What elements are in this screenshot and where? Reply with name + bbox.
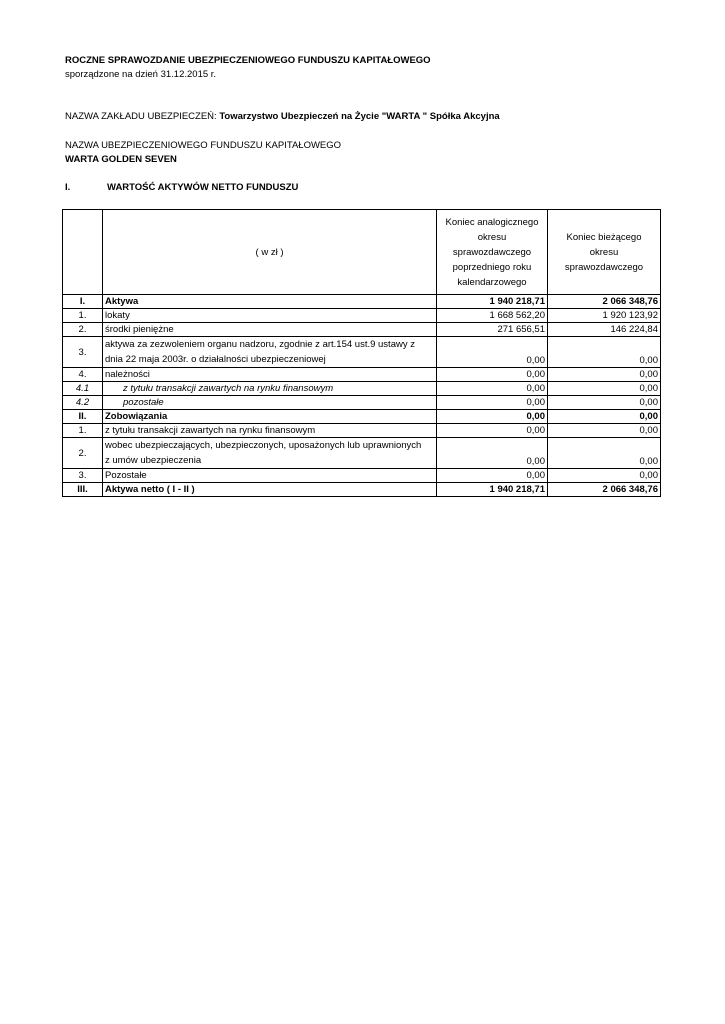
row-prev-value: 0,00	[437, 438, 548, 469]
table-row	[63, 483, 661, 497]
row-prev-value: 0,00	[437, 469, 548, 483]
row-curr-value: 0,00	[548, 382, 661, 396]
table-row	[63, 396, 661, 410]
row-label	[103, 438, 437, 469]
row-prev-value: 271 656,51	[437, 323, 548, 337]
report-date: sporządzone na dzień 31.12.2015 r.	[65, 69, 217, 80]
table-row	[63, 438, 661, 469]
col-prev-header: Koniec analogicznego okresu sprawozdawczego poprzedniego roku kalendarzowego	[437, 210, 548, 295]
row-prev-value: 1 940 218,71	[437, 295, 548, 309]
row-label	[103, 337, 437, 368]
row-curr-value: 0,00	[548, 438, 661, 469]
row-prev-value: 0,00	[437, 382, 548, 396]
row-curr-value: 0,00	[548, 337, 661, 368]
row-number: 4.2	[63, 396, 103, 410]
table-row	[63, 382, 661, 396]
table-row	[63, 469, 661, 483]
row-number: 4.1	[63, 382, 103, 396]
col-curr-header: Koniec bieżącego okresu sprawozdawczego	[548, 210, 661, 295]
row-curr-value: 2 066 348,76	[548, 483, 661, 497]
row-number: 3.	[63, 337, 103, 368]
row-curr-value: 0,00	[548, 424, 661, 438]
table-row	[63, 410, 661, 424]
row-curr-value: 0,00	[548, 469, 661, 483]
row-prev-value: 1 668 562,20	[437, 309, 548, 323]
net-assets-table	[62, 209, 661, 497]
row-curr-value: 2 066 348,76	[548, 295, 661, 309]
row-label: Zobowiązania	[103, 410, 437, 424]
insurer-label: NAZWA ZAKŁADU UBEZPIECZEŃ:	[65, 111, 220, 122]
insurer-name: Towarzystwo Ubezpieczeń na Życie "WARTA " Spółka Akcyjna	[219, 111, 500, 122]
row-number: I.	[63, 295, 103, 309]
row-label: Aktywa	[103, 295, 437, 309]
row-number: II.	[63, 410, 103, 424]
row-prev-value: 0,00	[437, 368, 548, 382]
row-number: III.	[63, 483, 103, 497]
row-number: 3.	[63, 469, 103, 483]
row-label: środki pieniężne	[103, 323, 437, 337]
row-label-line2: z umów ubezpieczenia	[105, 455, 202, 466]
row-label-line1: aktywa za zezwoleniem organu nadzoru, zgodnie z art.154 ust.9 ustawy z	[105, 339, 415, 350]
fund-label: NAZWA UBEZPIECZENIOWEGO FUNDUSZU KAPITAŁOWEGO	[65, 140, 342, 151]
table-row	[63, 424, 661, 438]
table-row	[63, 368, 661, 382]
table-row	[63, 323, 661, 337]
row-curr-value: 0,00	[548, 396, 661, 410]
row-prev-value: 0,00	[437, 410, 548, 424]
table-row	[63, 309, 661, 323]
unit-label: ( w zł )	[103, 210, 437, 295]
row-label-line1: wobec ubezpieczających, ubezpieczonych, uposażonych lub uprawnionych	[105, 440, 422, 451]
row-number: 2.	[63, 438, 103, 469]
row-curr-value: 0,00	[548, 410, 661, 424]
row-label: należności	[103, 368, 437, 382]
row-label: z tytułu transakcji zawartych na rynku finansowym	[103, 382, 437, 396]
section-title: WARTOŚĆ AKTYWÓW NETTO FUNDUSZU	[107, 182, 299, 193]
row-curr-value: 0,00	[548, 368, 661, 382]
table-header-row	[63, 210, 661, 295]
row-number: 1.	[63, 424, 103, 438]
table-row	[63, 295, 661, 309]
header-empty-cell	[63, 210, 103, 295]
row-prev-value: 1 940 218,71	[437, 483, 548, 497]
row-label: Pozostałe	[103, 469, 437, 483]
row-prev-value: 0,00	[437, 337, 548, 368]
row-label: z tytułu transakcji zawartych na rynku finansowym	[103, 424, 437, 438]
row-number: 4.	[63, 368, 103, 382]
row-label-line2: dnia 22 maja 2003r. o działalności ubezpieczeniowej	[105, 354, 326, 365]
row-label: pozostałe	[103, 396, 437, 410]
row-number: 2.	[63, 323, 103, 337]
row-curr-value: 1 920 123,92	[548, 309, 661, 323]
row-prev-value: 0,00	[437, 396, 548, 410]
row-prev-value: 0,00	[437, 424, 548, 438]
report-title: ROCZNE SPRAWOZDANIE UBEZPIECZENIOWEGO FUNDUSZU KAPITAŁOWEGO	[65, 55, 431, 66]
section-number: I.	[65, 182, 71, 193]
section-heading	[65, 182, 298, 193]
table-row	[63, 337, 661, 368]
row-label: Aktywa netto ( I - II )	[103, 483, 437, 497]
row-label: lokaty	[103, 309, 437, 323]
insurer-line	[65, 111, 500, 122]
fund-name: WARTA GOLDEN SEVEN	[65, 154, 177, 165]
row-number: 1.	[63, 309, 103, 323]
row-curr-value: 146 224,84	[548, 323, 661, 337]
